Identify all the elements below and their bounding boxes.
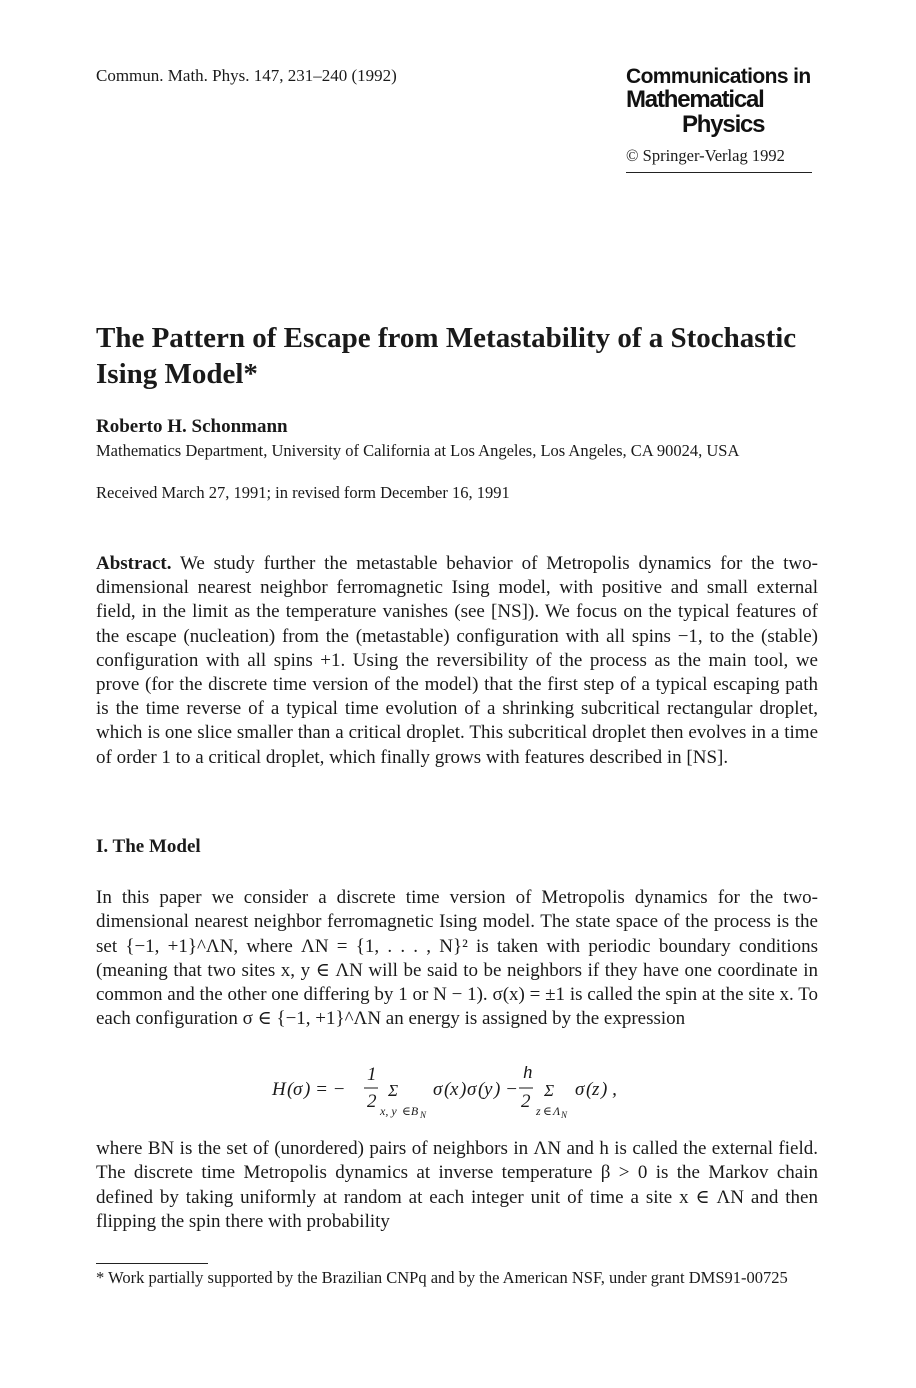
svg-text:σ: σ bbox=[433, 1079, 443, 1100]
body-paragraph-1: In this paper we consider a discrete time version of Metropolis dynamics for the two-dimensional nearest neighbor ferromagnetic Ising model. The state space of the process is the set {−1, +1}^ΛN, where ΛN = {1, . . . , N}² is taken with periodic boundary conditions (meaning that two sites x, y ∈ ΛN will be said to be neighbors if they have one coordinate in common and the other one differing by 1 or N − 1). σ(x) = ±1 is called the spin at the site x. To each configuration σ ∈ {−1, +1}^ΛN an energy is assigned by the expression bbox=[96, 887, 818, 1030]
svg-text:) = −: ) = − bbox=[304, 1079, 346, 1100]
publisher-copyright: © Springer-Verlag 1992 bbox=[626, 146, 812, 173]
svg-text:Λ: Λ bbox=[553, 1104, 561, 1118]
svg-text:N: N bbox=[561, 1110, 568, 1120]
svg-text:∈: ∈ bbox=[543, 1104, 552, 1118]
journal-logo-line2: Mathematical bbox=[626, 86, 764, 113]
svg-text:(: ( bbox=[287, 1079, 294, 1100]
svg-text:(: ( bbox=[478, 1079, 485, 1100]
svg-text:y: y bbox=[484, 1079, 493, 1100]
abstract-text: We study further the metastable behavior of Metropolis dynamics for the two-dimensional nearest neighbor ferromagnetic Ising model, with positive and small external field, in the limit as the temperature vanishes (see [NS]). We focus on the typical features of the escape (nucleation) from the (metastable) configuration with all spins −1, to the (stable) configuration with all spins +1. Using the reversibility of the process as the main tool, we prove (for the discrete time version of the model) that the first step of a typical escaping path is the time reverse of a typical time evolution of a shrinking subcritical rectangular droplet, which is one slice smaller than a critical droplet. This subcritical droplet then evolves in a time of order 1 to a critical droplet, which finally grows with features described in [NS]. bbox=[96, 553, 818, 768]
svg-text:Σ: Σ bbox=[388, 1081, 399, 1100]
svg-text:σ: σ bbox=[467, 1079, 477, 1100]
svg-text:): ) bbox=[460, 1079, 467, 1100]
svg-text:) −: ) − bbox=[494, 1079, 518, 1100]
author-affiliation: Mathematics Department, University of California at Los Angeles, Los Angeles, CA 90024, USA bbox=[96, 441, 740, 460]
hamiltonian-equation bbox=[270, 1066, 650, 1130]
section-heading: I. The Model bbox=[96, 836, 201, 857]
svg-text:h: h bbox=[523, 1066, 533, 1083]
svg-text:) ,: ) , bbox=[601, 1079, 617, 1100]
svg-text:z: z bbox=[536, 1104, 541, 1118]
svg-text:σ: σ bbox=[293, 1079, 303, 1100]
svg-text:H: H bbox=[272, 1079, 286, 1100]
abstract-label: Abstract. bbox=[96, 553, 172, 574]
equation-graphic bbox=[270, 1066, 650, 1130]
svg-text:∈B: ∈B bbox=[402, 1104, 419, 1118]
journal-citation: Commun. Math. Phys. 147, 231–240 (1992) bbox=[96, 66, 397, 85]
author-name: Roberto H. Schonmann bbox=[96, 416, 288, 437]
svg-text:x, y: x, y bbox=[380, 1104, 397, 1118]
svg-text:(: ( bbox=[586, 1079, 593, 1100]
body-paragraph-2: where BN is the set of (unordered) pairs of neighbors in ΛN and h is called the external field. The discrete time Metropolis dynamics at inverse temperature β > 0 is the Markov chain defined by taking uniformly at random at each integer unit of time a site x ∈ ΛN and then flipping the spin there with probability bbox=[96, 1138, 818, 1232]
svg-text:σ: σ bbox=[575, 1079, 585, 1100]
svg-text:x: x bbox=[450, 1079, 459, 1100]
paper-title: The Pattern of Escape from Metastability of a Stochastic Ising Model* bbox=[96, 322, 797, 390]
svg-text:N: N bbox=[420, 1110, 427, 1120]
abstract bbox=[96, 552, 818, 770]
svg-text:2: 2 bbox=[521, 1091, 531, 1112]
svg-text:1: 1 bbox=[367, 1066, 377, 1085]
journal-logo bbox=[626, 66, 814, 138]
received-date: Received March 27, 1991; in revised form December 16, 1991 bbox=[96, 483, 510, 502]
journal-logo-line3: Physics bbox=[682, 111, 765, 138]
svg-text:(: ( bbox=[444, 1079, 451, 1100]
svg-text:Σ: Σ bbox=[544, 1081, 555, 1100]
footnote-divider bbox=[96, 1263, 208, 1264]
footnote: * Work partially supported by the Brazilian CNPq and by the American NSF, under grant DMS91-00725 bbox=[96, 1268, 788, 1287]
svg-text:2: 2 bbox=[367, 1091, 377, 1112]
svg-text:z: z bbox=[592, 1079, 600, 1100]
journal-logo-line1: Communications in bbox=[626, 65, 811, 88]
